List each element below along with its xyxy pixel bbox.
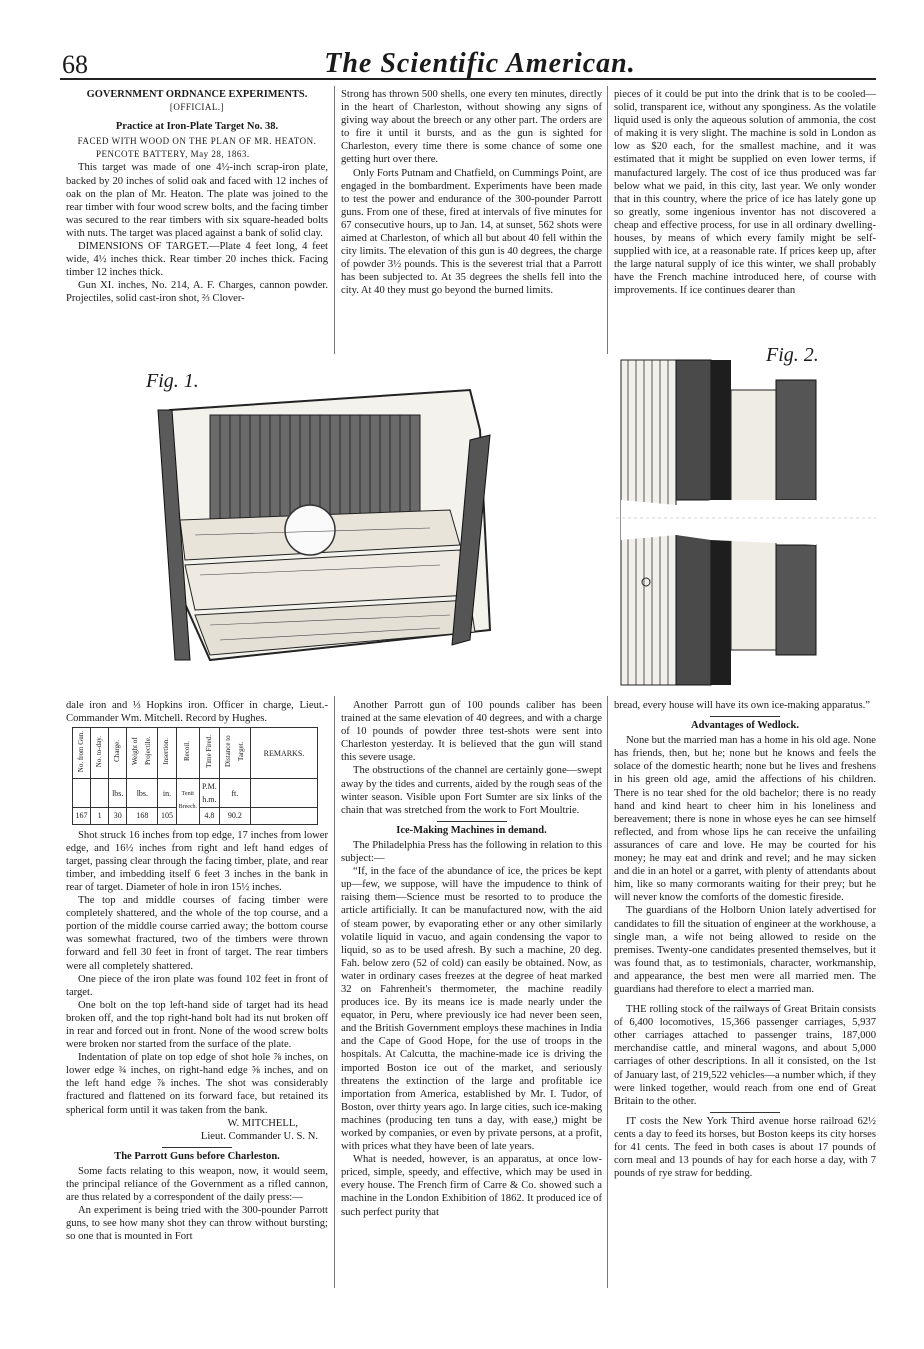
section-title: The Parrott Guns before Charleston. — [114, 1150, 280, 1162]
figure-2-label: Fig. 2. — [766, 344, 819, 366]
table-cell: 168 — [127, 808, 158, 824]
paragraph: The Philadelphia Press has the following in relation to this subject:— — [341, 839, 602, 865]
column-3-bottom — [614, 699, 876, 1180]
table-unit: P.M. h.m. — [200, 779, 220, 808]
paragraph: The obstructions of the channel are certainly gone—swept away by the tides and currents, aided by the rough seas of the winter season. Visible upon Fort Sumter are six links of the chain that was stretched from the work to Fort Moultrie. — [341, 765, 602, 816]
paragraph: Indentation of plate on top edge of shot hole ⅞ inches, on lower edge ¾ inches, on right-hand edge ⅝ inches, and on the left hand edge ⅞ inches. The shot was considerably fractured and flattened on its forward face, but retained its spherical form until it was taken from the bank. — [66, 1052, 328, 1116]
column-divider — [334, 696, 335, 1288]
paragraph: bread, every house will have its own ice-making apparatus.” — [614, 700, 870, 711]
table-unit — [91, 779, 109, 808]
column-divider — [334, 86, 335, 354]
firing-record-table — [72, 727, 318, 824]
column-1-bottom — [66, 699, 328, 1243]
ornament-rule — [437, 821, 507, 822]
page-number: 68 — [62, 50, 88, 79]
table-header: Insertion. — [162, 737, 171, 765]
paragraph: The guardians of the Holborn Union lately advertised for candidates to fill the situation of engineer at the workhouse, a single man, a wife not being allowed to reside on the premises. Twenty-one candidates presented themselves, but it was found that, as to testimonials, character, workmanship, and appearance, the best men were all married men. The guardians had therefore to elect a married man. — [614, 905, 876, 995]
table-unit: lbs. — [127, 779, 158, 808]
table-cell: 105 — [158, 808, 176, 824]
table-cell: 167 — [73, 808, 91, 824]
ornament-rule — [162, 1147, 232, 1148]
ornament-rule — [710, 716, 780, 717]
figure-1 — [140, 370, 520, 670]
paragraph: Gun XI. inches, No. 214, A. F. Charges, cannon powder. Projectiles, solid cast-iron shot, ⅔ Clover- — [66, 280, 328, 305]
paragraph: Shot struck 16 inches from top edge, 17 inches from lower edge, and 16½ inches from right and left hand edges of target, passing clear through the facing timber, plate, and rear timber, and imbedding itself 6 feet 3 inches in the bank in rear of target. Diameter of hole in iron 15½ inches. — [66, 829, 328, 893]
section-illustration — [616, 350, 876, 690]
paragraph: pieces of it could be put into the drink that is to be cooled—solid, transparent ice, without any sponginess. As the volatile liquid used is only the aqueous solution of ammonia, the cost of making it is very slight. The machine is sold in London as low as $20 each, for the smallest machine, and it was estimated that it might be supplied on even lower terms, if manufactured largely. The cost of ice thus produced was far below what we paid, in this city, last year. We only wonder that in this country, where the price of ice has lately gone up so greatly, some ingenious inventor has not discovered a cheap and effective process, for use in all ordinary dwelling-houses, by means of which every family might be self-supplied with ice, at a reasonable rate. If prices keep up, after the large natural supply of ice this winter, we shall probably have the French machine introduced here, of course with improvements. If ice continues dearer than — [614, 89, 876, 297]
paragraph: dale iron and ⅓ Hopkins iron. Officer in charge, Lieut.-Commander Wm. Mitchell. Record by Hughes. — [66, 700, 328, 725]
paragraph: THE rolling stock of the railways of Great Britain consists of 6,400 locomotives, 15,366 passenger carriages, 5,937 other carriages attached to passenger trains, 187,000 merchandise cattle, and mineral wagons, and about 5,000 carriages of other descriptions. In all it consisted, on the 1st of January last, of 219,522 vehicles—a number which, if they were linked together, would reach from one end of Great Britain to the other. — [614, 1004, 876, 1107]
column-2-bottom — [341, 699, 602, 1219]
paragraph: One piece of the iron plate was found 102 feet in front of target. — [66, 973, 328, 998]
table-header: Weight of Projectile. — [131, 736, 153, 766]
paragraph: None but the married man has a home in his old age. None has friends, then, but he; none but he knows and feels the solace of the domestic hearth; none but he lives and freshens in his green old age, amid the affections of his children. There is no tear shed for the old bachelor; there is no ready hand and kind heart to cheer him in his loneliness and bereavement; there is none in whose eyes he can see himself reflected, and from whose lips he can receive the unfailing assurances of care and love. He may be courted for his money; he may eat and drink and revel; and he may sicken and die in an hotel or a garret, with plenty of attendants about him, like so many cormorants waiting for their prey; but he will never know the comforts of the domestic fireside. — [614, 735, 876, 904]
figure-1-label: Fig. 1. — [146, 370, 199, 392]
table-cell: 90.2 — [219, 808, 250, 824]
header-rule — [60, 78, 876, 80]
target-illustration — [140, 370, 520, 670]
paragraph: “If, in the face of the abundance of ice, the prices be kept up—few, we suppose, will have the impudence to think of raising them—Science must be resorted to to produce the article artificially. It can be manufactured now, with the aid of steam power, by evaporating ether or any other similarly volatile liquid in vacuo, and again condensing the vapor to liquid, so as to be used afresh. By such a machine, 20 deg. Fah. below zero (52 of cold) can easily be obtained. Now, as water in ordinary cases freezes at the degree of heat marked 32 on Fahrenheit's thermometer, the machine readily produces ice. By its means ice is made nearly under the equator, in Peru, where previously ice had never been seen, and the British Government employs these machines in India and the Cape of Good Hope, for the use of troops in the hospitals. At Calcutta, the machine-made ice is driving the imported Boston ice out of the market, and seriously threatens the extinction of the large and profitable ice importation from America, established by Mr. I. Tudor, of Boston, over thirty years ago. In large cities, such ice-making machines (producing ten tuns a day, with ease,) might be worked by companies, or even by private persons, at a profit, with prices what they have been of late years. — [341, 866, 602, 1153]
article-title: GOVERNMENT ORDNANCE EXPERIMENTS. — [86, 89, 308, 100]
paragraph: This target was made of one 4½-inch scrap-iron plate, backed by 20 inches of solid oak and faced with 12 inches of oak on the plan of Mr. Heaton. The plate was joined to the rear timber with four wood screw bolts, and the facing timber was secured to the rear timbers with six square-headed bolts with nuts. The target was placed against a bank of solid clay. — [66, 162, 328, 239]
ornament-rule — [710, 1000, 780, 1001]
signature-name: W. MITCHELL, — [227, 1117, 298, 1129]
subtitle: Practice at Iron-Plate Target No. 38. — [115, 121, 279, 133]
table-header: No. to-day. — [95, 735, 104, 767]
table-cell: 4.8 — [200, 808, 220, 824]
faced-note: FACED WITH WOOD ON THE PLAN OF MR. HEATON. — [77, 136, 317, 147]
section-title: Ice-Making Machines in demand. — [396, 824, 547, 836]
column-divider — [607, 696, 608, 1288]
table-unit — [250, 779, 317, 808]
paragraph: An experiment is being tried with the 300-pounder Parrott guns, to see how many shot they can throw without bursting; so one that is mounted in Fort — [66, 1205, 328, 1243]
signature-rank: Lieut. Commander U. S. N. — [200, 1130, 318, 1142]
paragraph: What is needed, however, is an apparatus, at once low-priced, simple, speedy, and effective, which may be used in every house. The French firm of Carre & Co. showed such a machine in the London Exhibition of 1862. It produced ice of such perfect purity that — [341, 1154, 602, 1218]
table-unit: ft. — [219, 779, 250, 808]
table-unit: lbs. — [109, 779, 127, 808]
table-cell: 30 — [109, 808, 127, 824]
table-header: Distance to Target. — [223, 735, 245, 768]
table-cell: 1 — [91, 808, 109, 824]
dateline: PENCOTE BATTERY, May 28, 1863. — [96, 149, 250, 160]
official-tag: [OFFICIAL.] — [169, 102, 225, 113]
table-header: Charge. — [113, 740, 122, 763]
paragraph: The top and middle courses of facing timber were completely shattered, and the whole of the top course, and a portion of the middle course carried away; the bottom course was somewhat fractured, two of the timbers were thrown forward and fell 30 feet in front of target. The rear timbers were all completely shattered. — [66, 895, 328, 972]
paragraph: DIMENSIONS OF TARGET.—Plate 4 feet long, 4 feet wide, 4½ inches thick. Rear timber 20 inches thick. Facing timber 12 inches thick. — [66, 241, 328, 279]
paragraph: Only Forts Putnam and Chatfield, on Cummings Point, are engaged in the bombardment. Experiments have been made to test the power and endurance of the 300-pounder Parrott guns. From one of these, fired at intervals of five minutes for 67 consecutive hours, up to Jan. 14, at sunset, 562 shots were aimed at Charleston, of which all but about 40 fell within the city limits. The elevation of this gun is 40 degrees, the charge of powder 3½ pounds. This is the severest trial that a Parrott has been subjected to. At 35 degrees the shells fell into the city. At 40 they must go beyond the burned limits. — [341, 167, 602, 297]
table-unit: Tenit Breech. — [176, 779, 199, 824]
column-2-top — [341, 88, 602, 298]
table-header: Recoil. — [183, 741, 192, 762]
column-3-top — [614, 88, 876, 298]
table-header: Time Fired. — [204, 734, 213, 768]
column-1-top — [66, 88, 328, 306]
table-header: No. from Gun. — [77, 730, 85, 772]
ornament-rule — [710, 1112, 780, 1113]
paragraph: IT costs the New York Third avenue horse railroad 62½ cents a day to feed its horses, but Boston keeps its city horses for 41 cents. The feed in both cases is about 17 pounds of corn meal and 13 pounds of hay for each horse a day, with 7 pounds of rye straw for bedding. — [614, 1115, 876, 1180]
paragraph: Strong has thrown 500 shells, one every ten minutes, directly in the heart of Charleston, without showing any signs of giving way about the breech or any other part. The orders are to fire it until it bursts, and as the gun is sighted for Charleston, every time there is some chance of some one getting hurt over there. — [341, 89, 602, 166]
table-unit: in. — [158, 779, 176, 808]
paragraph: Some facts relating to this weapon, now, it would seem, the principal reliance of the Government as a rifled cannon, are thus related by a correspondent of the daily press:— — [66, 1165, 328, 1204]
table-cell — [250, 808, 317, 824]
table-unit — [73, 779, 91, 808]
paragraph: Another Parrott gun of 100 pounds caliber has been trained at the same elevation of 40 degrees, and with a charge of 10 pounds of powder three test-shots were sent into Charleston yesterday. It is believed that the gun will stand this severe usage. — [341, 700, 603, 764]
figure-2 — [616, 344, 876, 690]
table-header: REMARKS. — [250, 728, 317, 779]
masthead: The Scientific American. — [324, 48, 636, 79]
paragraph: One bolt on the top left-hand side of target had its head broken off, and the top right-hand bolt had its nut broken off in rear and forced out in front. None of the wood screw bolts were broken nor started from the surface of the plate. — [66, 999, 328, 1051]
column-divider — [607, 86, 608, 354]
section-title: Advantages of Wedlock. — [690, 720, 800, 732]
